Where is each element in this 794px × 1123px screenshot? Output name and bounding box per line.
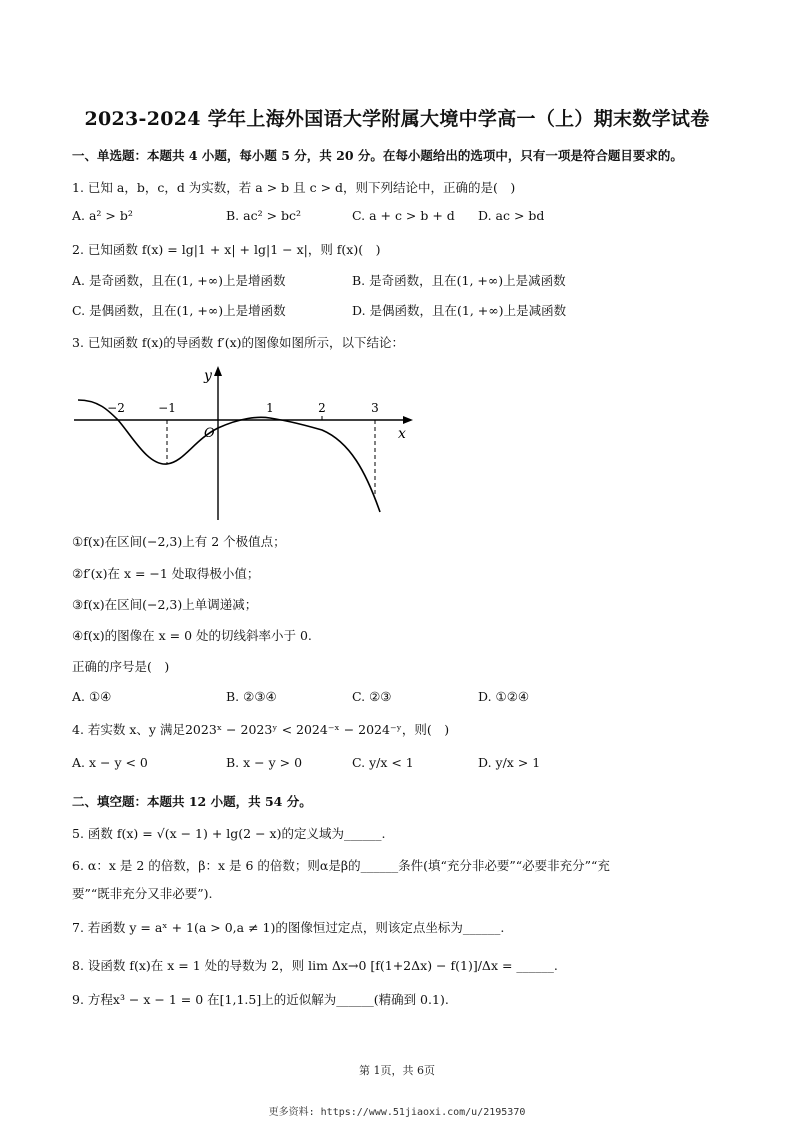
x-axis-arrow: [403, 416, 413, 424]
derivative-curve: [78, 400, 380, 512]
q4-option-d[interactable]: D. y/x > 1: [478, 755, 541, 770]
q4-option-a[interactable]: A. x − y < 0: [72, 755, 148, 770]
question-6-line-1: 6. α：x 是 2 的倍数，β：x 是 6 的倍数；则α是β的______条件(填“充分非必要”“必要非充分”“充: [72, 858, 610, 873]
q3-statement-2: ②f′(x)在 x = −1 处取得极小值；: [72, 566, 260, 581]
question-7: 7. 若函数 y = aˣ + 1(a > 0,a ≠ 1)的图像恒过定点，则该定点坐标为______.: [72, 920, 505, 935]
q2-option-d[interactable]: D. 是偶函数，且在(1, +∞)上是减函数: [352, 303, 567, 318]
q3-answer-prompt: 正确的序号是( ): [72, 659, 170, 674]
tick-label-2: 2: [318, 401, 326, 415]
q3-statement-3: ③f(x)在区间(−2,3)上单调递减；: [72, 597, 258, 612]
q4-option-b[interactable]: B. x − y > 0: [226, 755, 303, 770]
question-5: 5. 函数 f(x) = √(x − 1) + lg(2 − x)的定义域为______.: [72, 826, 386, 841]
q3-statement-4: ④f(x)的图像在 x = 0 处的切线斜率小于 0.: [72, 628, 312, 643]
tick-label-minus-2: −2: [107, 401, 125, 415]
y-axis-label: y: [204, 368, 212, 384]
x-axis-label: x: [398, 426, 406, 442]
section-single-choice-header: 一、单选题：本题共 4 小题，每小题 5 分，共 20 分。在每小题给出的选项中，只有一项是符合题目要求的。: [72, 148, 683, 163]
question-4-stem: 4. 若实数 x、y 满足2023ˣ − 2023ʸ < 2024⁻ˣ − 2024⁻ʸ，则( ): [72, 722, 450, 737]
question-1-stem: 1. 已知 a，b，c，d 为实数，若 a > b 且 c > d，则下列结论中，正确的是( ): [72, 180, 516, 195]
q3-option-d[interactable]: D. ①②④: [478, 689, 530, 704]
q1-option-d[interactable]: D. ac > bd: [478, 208, 545, 223]
tick-label-minus-1: −1: [158, 401, 176, 415]
q3-statement-1: ①f(x)在区间(−2,3)上有 2 个极值点；: [72, 534, 286, 549]
q2-option-b[interactable]: B. 是奇函数，且在(1, +∞)上是减函数: [352, 273, 566, 288]
q3-option-b[interactable]: B. ②③④: [226, 689, 277, 704]
section-fill-in-header: 二、填空题：本题共 12 小题，共 54 分。: [72, 794, 312, 809]
q1-option-b[interactable]: B. ac² > bc²: [226, 208, 302, 223]
question-8: 8. 设函数 f(x)在 x = 1 处的导数为 2，则 lim Δx→0 [f(1+2Δx) − f(1)]/Δx = ______.: [72, 958, 558, 973]
derivative-graph-figure: [70, 362, 420, 522]
tick-label-1: 1: [266, 401, 274, 415]
tick-label-3: 3: [371, 401, 379, 415]
exam-title: 2023-2024 学年上海外国语大学附属大境中学高一（上）期末数学试卷: [84, 108, 710, 130]
origin-label: O: [204, 426, 215, 441]
q2-option-c[interactable]: C. 是偶函数，且在(1, +∞)上是增函数: [72, 303, 286, 318]
q1-option-a[interactable]: A. a² > b²: [72, 208, 133, 223]
y-axis-arrow: [214, 366, 222, 376]
q2-option-a[interactable]: A. 是奇函数，且在(1, +∞)上是增函数: [72, 273, 286, 288]
question-3-stem: 3. 已知函数 f(x)的导函数 f′(x)的图像如图所示，以下结论：: [72, 335, 405, 350]
page-footer: 第 1页，共 6页: [359, 1064, 435, 1077]
question-2-stem: 2. 已知函数 f(x) = lg|1 + x| + lg|1 − x|，则 f(x)( ): [72, 242, 381, 257]
question-6-line-2: 要”“既非充分又非必要”).: [72, 886, 213, 901]
q4-option-c[interactable]: C. y/x < 1: [352, 755, 414, 770]
q3-option-a[interactable]: A. ①④: [72, 689, 112, 704]
source-link[interactable]: 更多资料: https://www.51jiaoxi.com/u/2195370: [268, 1107, 526, 1118]
q1-option-c[interactable]: C. a + c > b + d: [352, 208, 455, 223]
q3-option-c[interactable]: C. ②③: [352, 689, 392, 704]
question-9: 9. 方程x³ − x − 1 = 0 在[1,1.5]上的近似解为______(精确到 0.1).: [72, 992, 449, 1007]
